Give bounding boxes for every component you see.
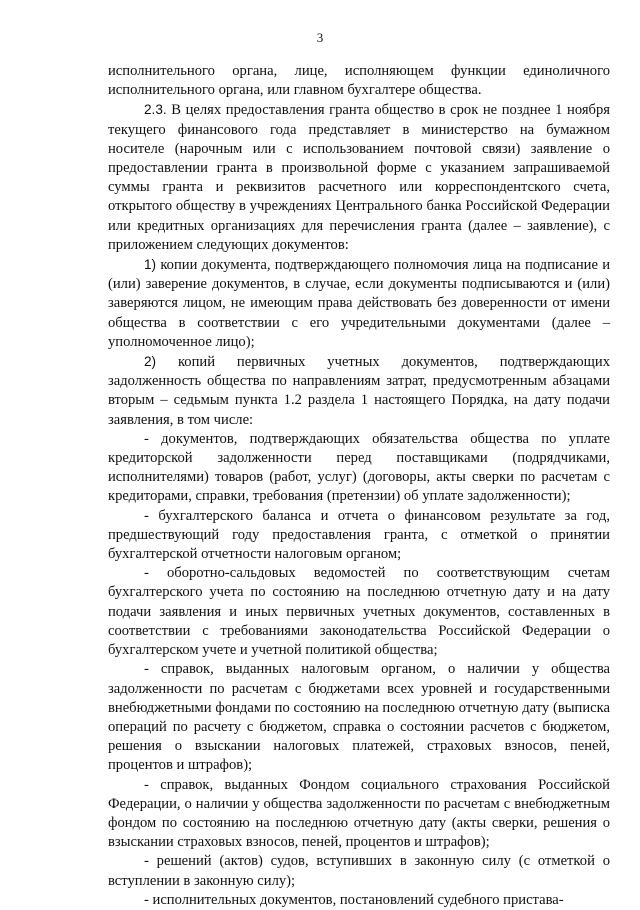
list-item-1	[108, 255, 610, 352]
paragraph-text: - оборотно-сальдовых ведомостей по соответствующим счетам бухгалтерского учета по состоянию на последнюю отчетную дату и на дату подачи заявления и иных первичных учетных документов, составленных в соответствии с требованиями законодательства Российской Федерации о бухгалтерском учете и учетной политикой общества;	[108, 565, 610, 659]
list-number: 1)	[144, 257, 157, 273]
paragraph-1	[108, 62, 610, 100]
sub-item-balance-sheet	[108, 507, 610, 565]
paragraph-text: копии документа, подтверждающего полномочия лица на подписание и (или) заверение документов, в случае, если документы подписываются и (или) заверяются лицом, не имеющим права действовать без доверенности от имени общества в соответствии с его учредительными документами (далее – уполномоченное лицо);	[108, 257, 610, 350]
paragraph-text: - решений (актов) судов, вступивших в законную силу (с отметкой о вступлении в законную силу);	[108, 853, 610, 889]
sub-item-social-fund-certificates	[108, 776, 610, 853]
sub-item-turnover-statements	[108, 564, 610, 660]
sub-item-creditor-documents	[108, 430, 610, 507]
paragraph-text: - справок, выданных налоговым органом, о наличии у общества задолженности по расчетам с бюджетами всех уровней и государственными внебюджетными фондами по состоянию на последнюю отчетную дату (выписка операций по расчету с бюджетом, справка о состоянии расчетов с бюджетом, решения о взыскании налоговых платежей, страховых взносов, пеней, процентов и штрафов);	[108, 661, 610, 774]
list-number: 2)	[144, 354, 157, 370]
paragraph-text: копий первичных учетных документов, подтверждающих задолженность общества по направлениям затрат, предусмотренным абзацами вторым – седьмым пункта 1.2 раздела 1 настоящего Порядка, на дату подачи заявления, в том числе:	[108, 354, 610, 428]
paragraph-text: - справок, выданных Фондом социального страхования Российской Федерации, о наличии у общества задолженности по расчетам с внебюджетным фондом по состоянию на последнюю отчетную дату (акты сверки, решения о взыскании страховых взносов, пеней, процентов и штрафов);	[108, 776, 610, 851]
list-item-2	[108, 352, 610, 430]
sub-item-enforcement-documents	[108, 891, 610, 910]
sub-item-court-decisions	[108, 852, 610, 890]
sub-item-tax-certificates	[108, 660, 610, 775]
clause-number: 2.3.	[144, 102, 167, 118]
document-body	[108, 62, 610, 910]
page-number: 3	[316, 30, 324, 45]
paragraph-2-3	[108, 100, 610, 255]
paragraph-text: - исполнительных документов, постановлений судебного пристава-	[144, 891, 564, 908]
paragraph-text: исполнительного органа, лице, исполняющем функции единоличного исполнительного органа, или главном бухгалтере общества.	[108, 63, 610, 99]
paragraph-text: - бухгалтерского баланса и отчета о финансовом результате за год, предшествующий году предоставления гранта, с отметкой о принятии бухгалтерской отчетности налоговым органом;	[108, 507, 610, 563]
paragraph-text: В целях предоставления гранта общество в срок не позднее 1 ноября текущего финансового года представляет в министерство на бумажном носителе (нарочным или с использованием почтовой связи) заявление о предоставлении гранта в произвольной форме с указанием запрашиваемой суммы гранта и реквизитов расчетного или корреспондентского счета, открытого обществу в учреждениях Центрального банка Российской Федерации или кредитных организациях для перечисления гранта (далее – заявление), с приложением следующих документов:	[108, 102, 610, 253]
paragraph-text: - документов, подтверждающих обязательства общества по уплате кредиторской задолженности перед поставщиками (подрядчиками, исполнителями) товаров (работ, услуг) (договоры, акты сверки по расчетам с кредиторами, справки, требования (претензии) об уплате задолженности);	[108, 430, 610, 505]
